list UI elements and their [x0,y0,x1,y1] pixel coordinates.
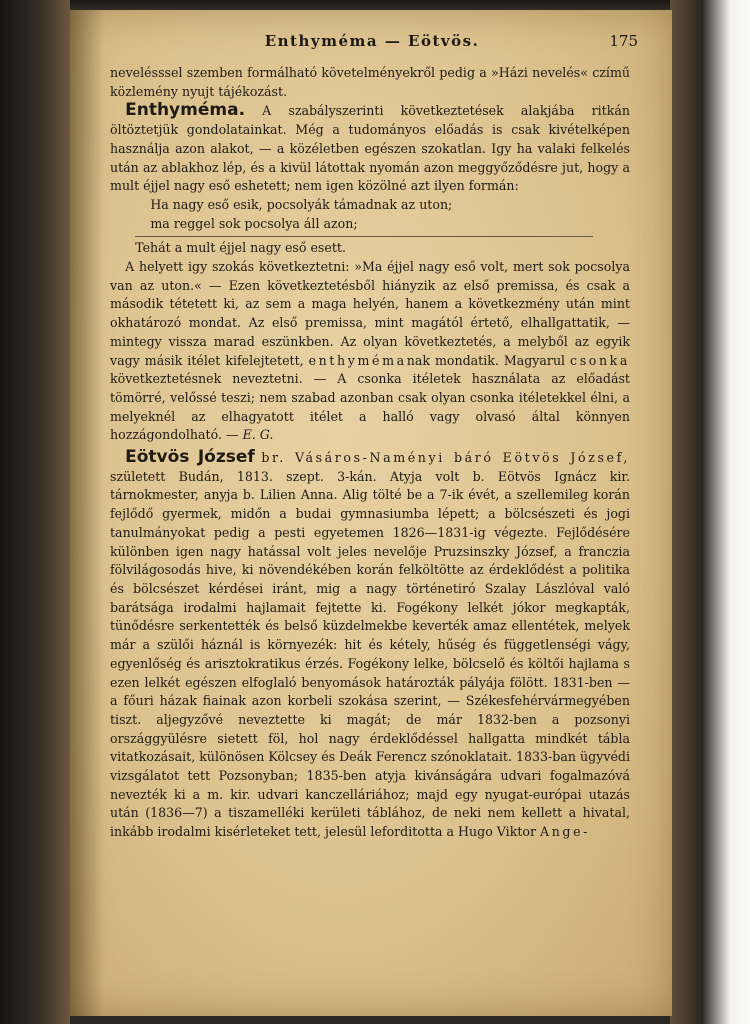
book-edge-right [670,0,750,1024]
page-header [106,32,638,58]
enthymema-paragraph-1: A szabályszerinti következtetések alakjába ritkán öltöztetjük gondolatainkat. Még a tudományos előadás is csak kivételképen használja azon alakot, — a közéletben egészen szokatlan. Igy ha valaki felkelés után az ablakhoz lép, és a kivül látottak nyomán azon meggyőződésre jut, hogy a mult éjjel nagy eső eshetett; nem igen közölné azt ilyen formán: [110,103,630,194]
enthymema-paragraph-2 [110,258,630,445]
syllogism-rule [135,236,593,237]
entry-term-eotvos: Eötvös József [125,447,255,468]
syllogism-conclusion: Tehát a mult éjjel nagy eső esett. [135,240,346,256]
author-signature: E. G. [242,427,274,443]
spine-shadow [70,10,104,1016]
eotvos-title: br. Vásáros-Naményi báró Eötvös József, [261,450,630,466]
running-head: Enthyméma — Eötvös. [264,32,480,50]
page-number: 175 [609,32,638,50]
eotvos-tail: Ange- [540,824,590,840]
enthymema-p2-end: következtetésnek neveztetni. — A csonka itéletek használata az előadást tömörré, velőssé teszi; nem szabad azonban csak olyan csonka itéletekkel élni, a melyeknél az elhagyatott itélet a halló vagy olvasó által könnyen hozzágondolható. — [110,371,630,443]
syllogism-premise-1: Ha nagy eső esik, pocsolyák támadnak az uton; [150,196,453,212]
book-binding-left [0,0,70,1024]
enthymema-p2-text: A helyett igy szokás következtetni: »Ma éjjel nagy eső volt, mert sok pocsolya van az uton.« — Ezen következtetésből hiányzik az első premissa, és csak a második tétetett ki, az sem a maga helyén, hanem a következmény után mint okhatározó mondat. Az első premissa, mint magától értető, elhallgattatik, — mintegy vissza marad eszünkben. Az olyan következtetés, a melyből az egyik vagy másik itélet kifelejtetett, [110,259,630,368]
entry-term-enthymema: Enthyméma. [125,100,246,121]
spaced-csonka: csonka [570,352,630,368]
enthymema-p2-mid: nak mondatik. Magyarul [406,352,566,368]
entry-eotvos [110,448,630,842]
syllogism-premise-2: ma reggel sok pocsolya áll azon; [150,215,358,231]
page-body [110,64,630,842]
intro-paragraph: nevelésssel szemben formálható követelményekről pedig a »Házi nevelés« czímű közlemény nyujt tájékozást. [110,65,630,99]
book-page [70,10,672,1016]
eotvos-text: született Budán, 1813. szept. 3-kán. Atyja volt b. Eötvös Ignácz kir. tárnokmester, anyja b. Lilien Anna. Alig tölté be a 7-ik évét, a szellemileg korán fejlődő gyermek, midőn a budai gymnasiumba lépett; a bölcsészeti és jogi tanulmányokat pedig a pesti egyetemen 1826—1831-ig végezte. Fejlődésére különben igen nagy hatással volt jeles nevelője Pruzsinszky József, a franczia fölvilágosodás hive, ki növendékében korán felköltötte az érdeklődést a politika és bölcsészet kérdései iránt, mig a nagy történetiró Szalay Lászlóval való barátsága irodalmi hajlamait fejtette ki. Fogékony lelkét jókor megkapták, tünődésre serkentették és belső küzdelmekbe keverték amaz ellentétek, melyek már a szülői háznál is környezék: hit és kétely, hűség és függetlenségi vágy, egyenlőség és arisztokratikus érzés. Fogékony lelke, bölcselő és költői hajlama s ezen lelkét egészen elfoglaló benyomások határozták pályája fölött. 1831-ben — a főuri házak fiainak azon korbeli szokása szerint, — Székesfehérvármegyében tiszt. aljegyzővé neveztette ki magát; de már 1832-ben a pozsonyi országgyülésre sietett föl, hol nagy érdeklődéssel hallgatta mindkét tábla vitatkozásait, különösen Kölcsey és Deák Ferencz szónoklatait. 1833-ban ügyvédi vizsgálatot tett Pozsonyban; 1835-ben atyja kivánságára udvari fogalmazóvá nevezték ki a m. kir. udvari kanczelláriához; majd egy nyugat-európai utazás után (1836—7) a tiszamelléki kerületi táblához, de neki nem kellett a hivatal, inkább irodalmi kisérleteket tett, jelesül leforditotta a Hugo Viktor [110,468,630,840]
entry-enthymema [110,101,630,196]
spaced-enthymema: enthyméma [308,352,407,368]
